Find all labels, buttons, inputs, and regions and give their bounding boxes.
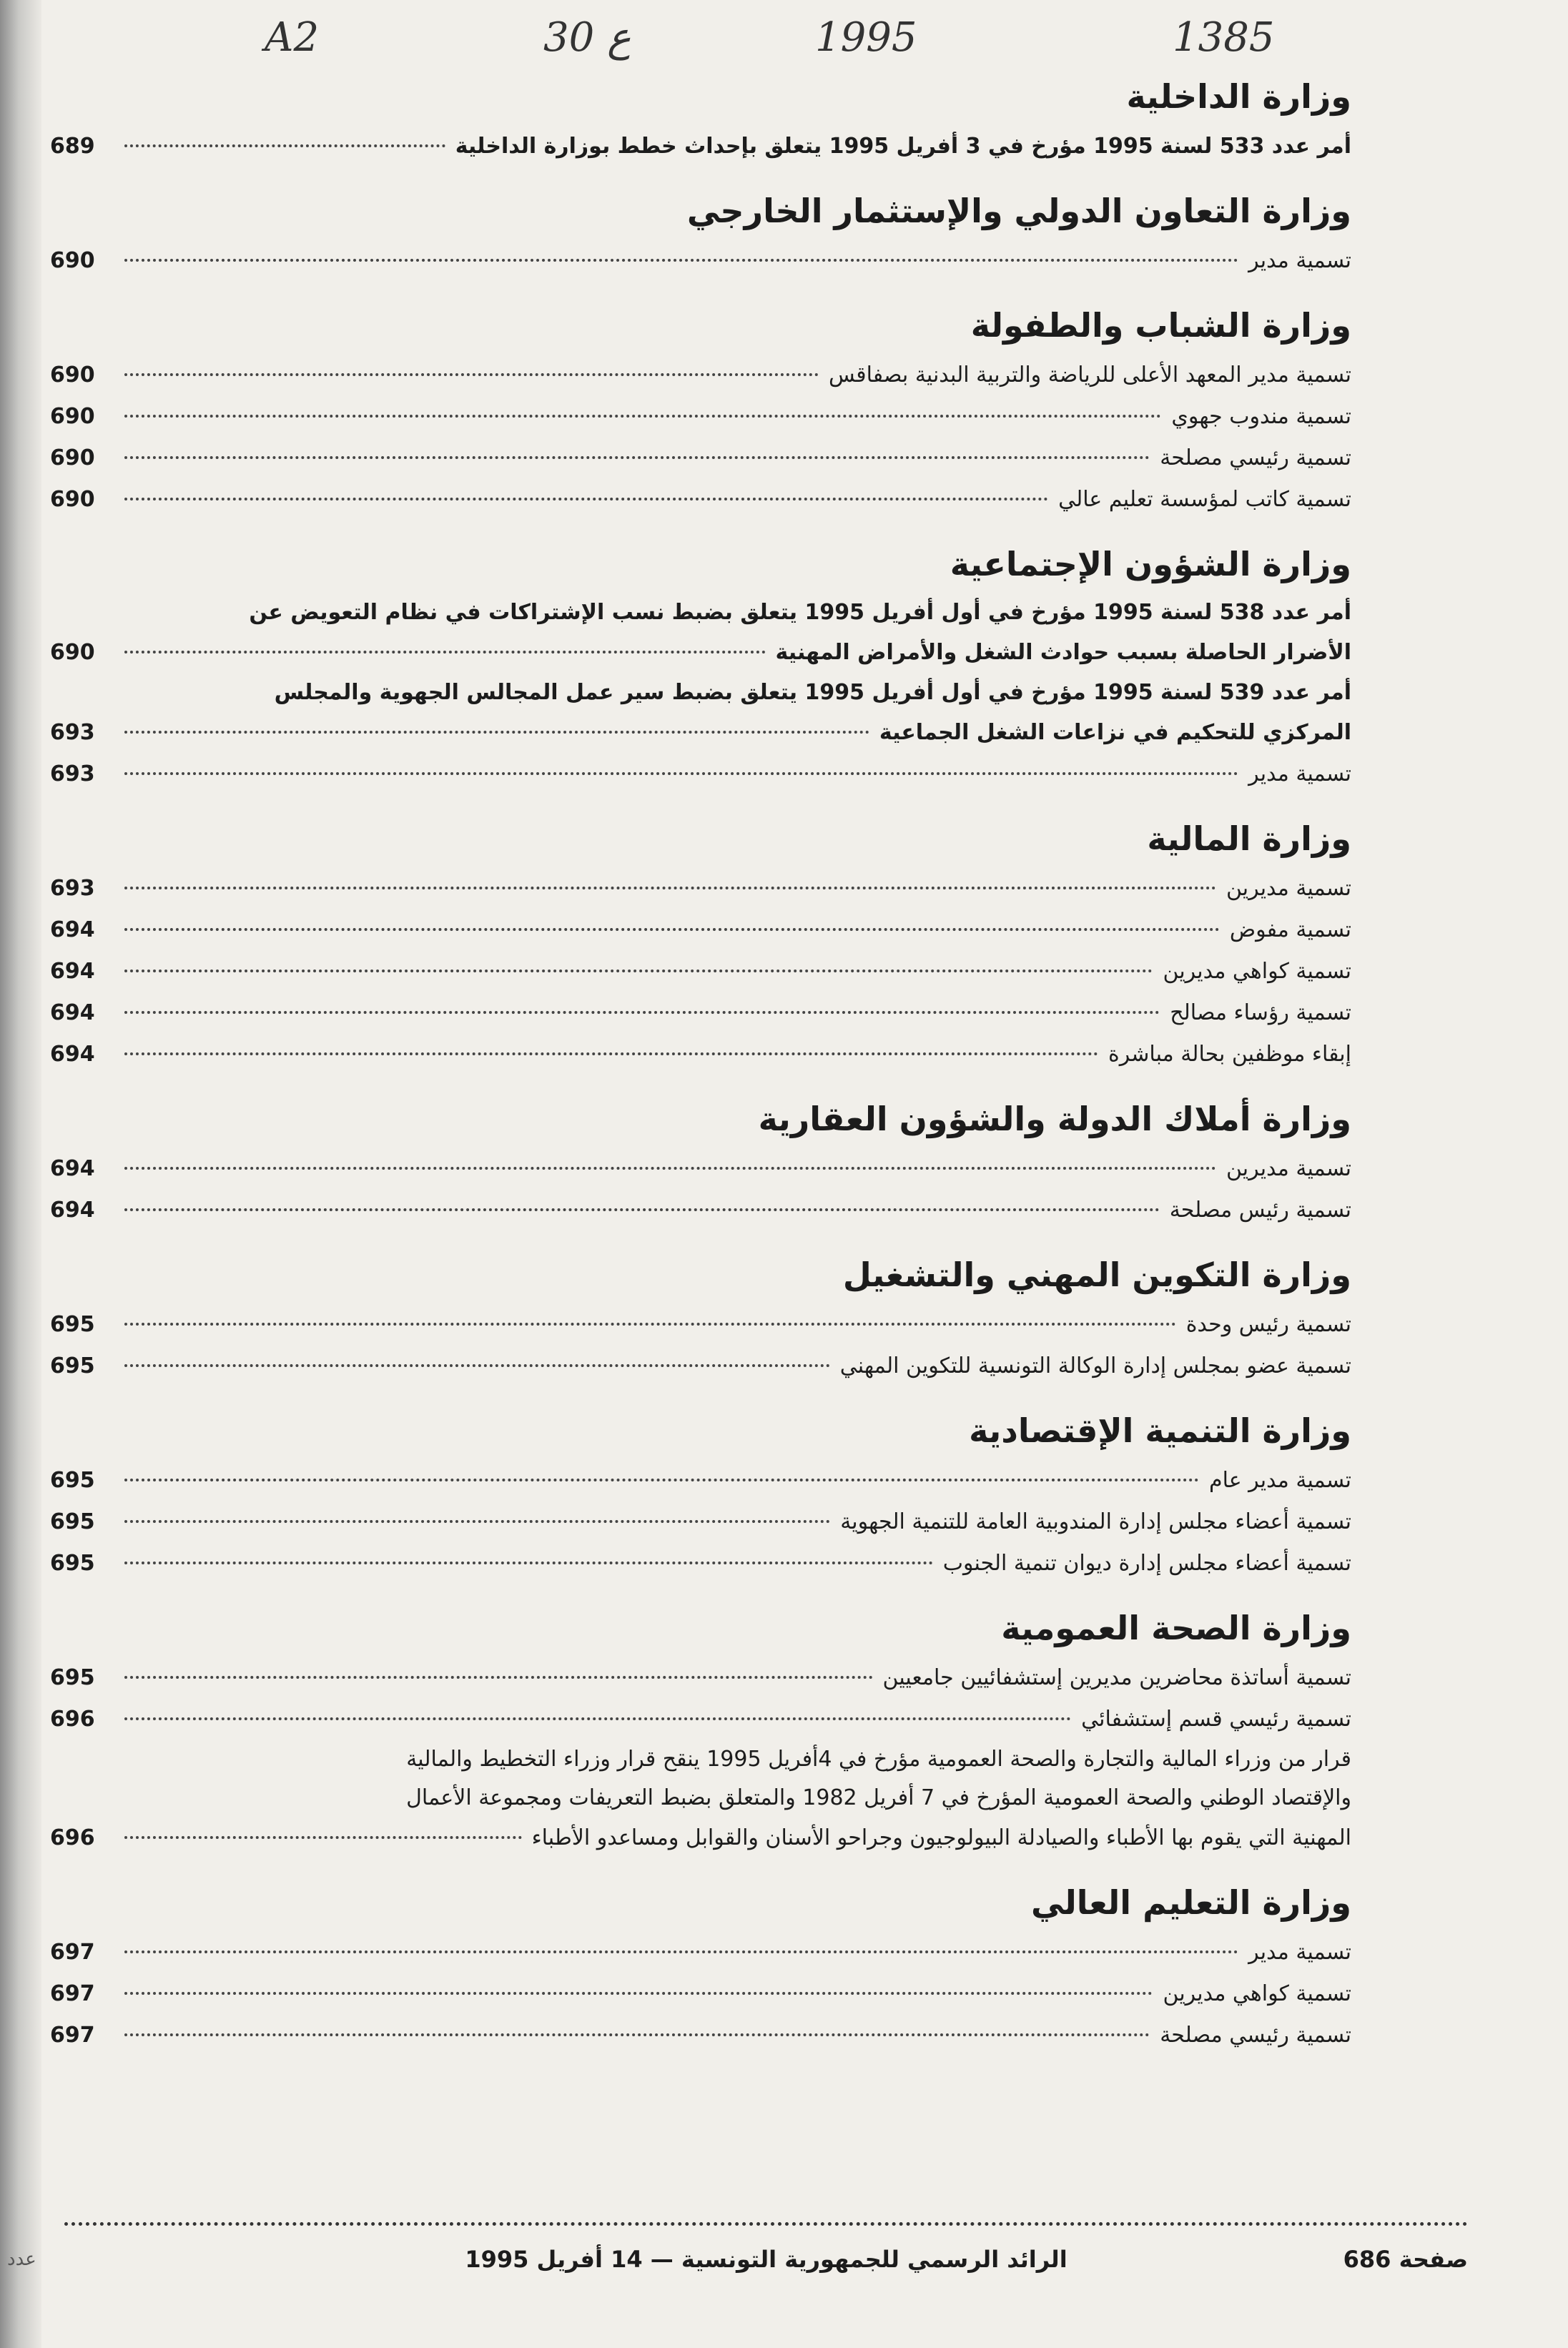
toc-entry	[50, 1034, 1351, 1075]
entry-text: تسمية كواهي مديرين	[1163, 959, 1351, 984]
handwritten-note-year: 1995	[815, 14, 917, 61]
ministry-section	[50, 1406, 1351, 1584]
ministry-section	[50, 300, 1351, 521]
dot-leader	[124, 1676, 873, 1679]
toc-entry	[50, 479, 1351, 521]
entry-page-number: 693	[50, 761, 95, 786]
entry-page-number: 697	[50, 1940, 95, 1965]
toc-entry	[50, 126, 1351, 167]
dot-leader	[124, 1992, 1153, 1995]
section-title: وزارة التعليم العالي	[1030, 1883, 1351, 1922]
section-title: وزارة التنمية الإقتصادية	[969, 1411, 1351, 1450]
ministry-section	[50, 1878, 1351, 2056]
toc-entry	[50, 1304, 1351, 1346]
toc-entry	[50, 355, 1351, 396]
toc-entry	[50, 593, 1351, 674]
dot-leader	[124, 498, 1048, 500]
journal-title: الرائد الرسمي للجمهورية التونسية — 14 أفريل 1995	[465, 2246, 1067, 2273]
entry-page-number: 695	[50, 1551, 95, 1576]
entry-page-number: 697	[50, 1981, 95, 2006]
dot-leader	[124, 1323, 1176, 1326]
toc-entry	[50, 1932, 1351, 1973]
entry-text: تسمية مديرين	[1226, 876, 1351, 901]
dot-leader	[124, 1836, 522, 1839]
ministry-section	[50, 1603, 1351, 1859]
toc-entry	[50, 396, 1351, 438]
entry-page-number: 690	[50, 487, 95, 512]
entry-text: المهنية التي يقوم بها الأطباء والصيادلة البيولوجيون وجراحو الأسنان والقوابل ومساعدو الأطباء	[531, 1825, 1351, 1850]
dot-leader	[124, 1364, 830, 1367]
entry-page-number: 694	[50, 1198, 95, 1223]
ministry-section	[50, 186, 1351, 282]
dot-leader	[124, 1167, 1216, 1170]
toc-entry	[50, 1501, 1351, 1543]
dot-leader	[124, 1520, 830, 1523]
dot-leader	[124, 887, 1216, 889]
dot-leader	[124, 2033, 1150, 2036]
entry-page-number: 696	[50, 1825, 95, 1850]
dot-leader	[124, 456, 1150, 459]
section-title: وزارة الداخلية	[1126, 77, 1351, 116]
toc-entry	[50, 1973, 1351, 2015]
entry-page-number: 689	[50, 134, 95, 159]
entry-text: تسمية مدير	[1248, 761, 1351, 786]
entry-text: تسمية مدير	[1248, 1940, 1351, 1965]
entry-page-number: 694	[50, 1156, 95, 1181]
section-title: وزارة الشباب والطفولة	[970, 306, 1351, 345]
entry-page-number: 696	[50, 1707, 95, 1732]
entry-text: تسمية رئيسي قسم إستشفائي	[1081, 1707, 1351, 1732]
entry-text: تسمية أساتذة محاضرين مديرين إستشفائيين جامعيين	[882, 1665, 1351, 1690]
entry-text: تسمية مفوض	[1229, 917, 1351, 942]
footer-divider	[64, 2222, 1468, 2226]
page-footer	[7, 2238, 1468, 2281]
entry-text: تسمية مدير عام	[1209, 1468, 1351, 1493]
entry-page-number: 695	[50, 1665, 95, 1690]
entry-page-number: 695	[50, 1468, 95, 1493]
dot-leader	[124, 1479, 1199, 1481]
entry-page-number: 695	[50, 1312, 95, 1337]
entry-page-number: 694	[50, 917, 95, 942]
section-title: وزارة المالية	[1147, 819, 1351, 858]
entry-page-number: 690	[50, 362, 95, 388]
toc-entry	[50, 240, 1351, 282]
dot-leader	[124, 1717, 1071, 1720]
ministry-section	[50, 814, 1351, 1075]
entry-page-number: 690	[50, 445, 95, 470]
toc-entry	[50, 951, 1351, 992]
section-title: وزارة الشؤون الإجتماعية	[950, 545, 1351, 583]
entry-page-number: 697	[50, 2023, 95, 2048]
entry-text: تسمية مندوب جهوي	[1171, 404, 1351, 429]
entry-text-line: والإقتصاد الوطني والصحة العمومية المؤرخ في 7 أفريل 1982 والمتعلق بضبط التعريفات ومجموعة الأعمال	[406, 1785, 1351, 1810]
entry-text: تسمية رئيس مصلحة	[1169, 1198, 1351, 1223]
section-title: وزارة التعاون الدولي والإستثمار الخارجي	[686, 192, 1351, 230]
toc-entry	[50, 1543, 1351, 1584]
handwritten-note-a2: A2	[265, 14, 320, 61]
dot-leader	[124, 1950, 1238, 1953]
entry-text: تسمية رئيس وحدة	[1185, 1312, 1351, 1337]
entry-text: تسمية عضو بمجلس إدارة الوكالة التونسية للتكوين المهني	[839, 1353, 1351, 1378]
handwritten-note-number: 1385	[1173, 14, 1275, 61]
ministry-section	[50, 1250, 1351, 1387]
entry-page-number: 693	[50, 876, 95, 901]
section-title: وزارة الصحة العمومية	[1001, 1609, 1351, 1647]
entry-text: تسمية رئيسي مصلحة	[1160, 2023, 1351, 2048]
book-binding-shadow	[0, 0, 41, 2348]
toc-entry	[50, 1699, 1351, 1740]
dot-leader	[124, 144, 445, 147]
entry-text: تسمية مدير المعهد الأعلى للرياضة والتربية البدنية بصفاقس	[829, 362, 1351, 388]
ministry-section	[50, 71, 1351, 167]
entry-page-number: 694	[50, 959, 95, 984]
toc-entry	[50, 868, 1351, 909]
entry-page-number: 695	[50, 1353, 95, 1378]
dot-leader	[124, 928, 1220, 931]
entry-page-number: 693	[50, 720, 95, 745]
toc-entry	[50, 438, 1351, 479]
page-number-label: صفحة 686	[1343, 2246, 1468, 2273]
ministry-section	[50, 1094, 1351, 1231]
entry-page-number: 690	[50, 248, 95, 273]
toc-entry	[50, 1740, 1351, 1859]
dot-leader	[124, 415, 1161, 418]
dot-leader	[124, 1208, 1160, 1211]
dot-leader	[124, 772, 1238, 775]
edge-text: عدد	[7, 2249, 36, 2270]
entry-text-line: قرار من وزراء المالية والتجارة والصحة العمومية مؤرخ في 4أفريل 1995 ينقح قرار وزراء التخطيط والمالية	[406, 1747, 1351, 1772]
entry-text: أمر عدد 533 لسنة 1995 مؤرخ في 3 أفريل 1995 يتعلق بإحداث خطط بوزارة الداخلية	[455, 134, 1351, 159]
section-title: وزارة التكوين المهني والتشغيل	[842, 1256, 1351, 1294]
entry-page-number: 695	[50, 1509, 95, 1534]
toc-entry	[50, 1657, 1351, 1699]
dot-leader	[124, 1562, 933, 1564]
toc-entry	[50, 992, 1351, 1034]
entry-text-line: أمر عدد 539 لسنة 1995 مؤرخ في أول أفريل 1995 يتعلق بضبط سير عمل المجالس الجهوية والمجلس	[274, 680, 1351, 705]
toc-entry	[50, 1460, 1351, 1501]
dot-leader	[124, 970, 1153, 972]
entry-text: تسمية كاتب لمؤسسة تعليم عالي	[1058, 487, 1351, 512]
entry-text: تسمية مدير	[1248, 248, 1351, 273]
toc-entry	[50, 1190, 1351, 1231]
dot-leader	[124, 1052, 1098, 1055]
entry-text: المركزي للتحكيم في نزاعات الشغل الجماعية	[879, 720, 1351, 745]
entry-text: تسمية رئيسي مصلحة	[1160, 445, 1351, 470]
dot-leader	[124, 1011, 1160, 1014]
toc-entry	[50, 674, 1351, 754]
section-title: وزارة أملاك الدولة والشؤون العقارية	[758, 1100, 1351, 1138]
dot-leader	[124, 259, 1238, 262]
toc-entry	[50, 2015, 1351, 2056]
entry-text: تسمية مديرين	[1226, 1156, 1351, 1181]
entry-text-line: أمر عدد 538 لسنة 1995 مؤرخ في أول أفريل 1995 يتعلق بضبط نسب الإشتراكات في نظام التعويض عن	[249, 600, 1351, 625]
toc-entry	[50, 1346, 1351, 1387]
entry-page-number: 694	[50, 1000, 95, 1025]
table-of-contents	[50, 71, 1351, 2075]
entry-text: تسمية أعضاء مجلس إدارة المندوبية العامة للتنمية الجهوية	[840, 1509, 1351, 1534]
dot-leader	[124, 373, 819, 376]
handwritten-note-30: 30 ع	[543, 14, 631, 61]
entry-page-number: 690	[50, 404, 95, 429]
dot-leader	[124, 651, 766, 653]
entry-text: تسمية أعضاء مجلس إدارة ديوان تنمية الجنوب	[942, 1551, 1351, 1576]
entry-text: تسمية كواهي مديرين	[1163, 1981, 1351, 2006]
ministry-section	[50, 539, 1351, 795]
toc-entry	[50, 754, 1351, 795]
toc-entry	[50, 909, 1351, 951]
entry-text: الأضرار الحاصلة بسبب حوادث الشغل والأمراض المهنية	[775, 640, 1351, 665]
entry-text: تسمية رؤساء مصالح	[1170, 1000, 1351, 1025]
entry-page-number: 694	[50, 1042, 95, 1067]
toc-entry	[50, 1148, 1351, 1190]
dot-leader	[124, 731, 869, 734]
entry-page-number: 690	[50, 640, 95, 665]
entry-text: إبقاء موظفين بحالة مباشرة	[1108, 1042, 1351, 1067]
